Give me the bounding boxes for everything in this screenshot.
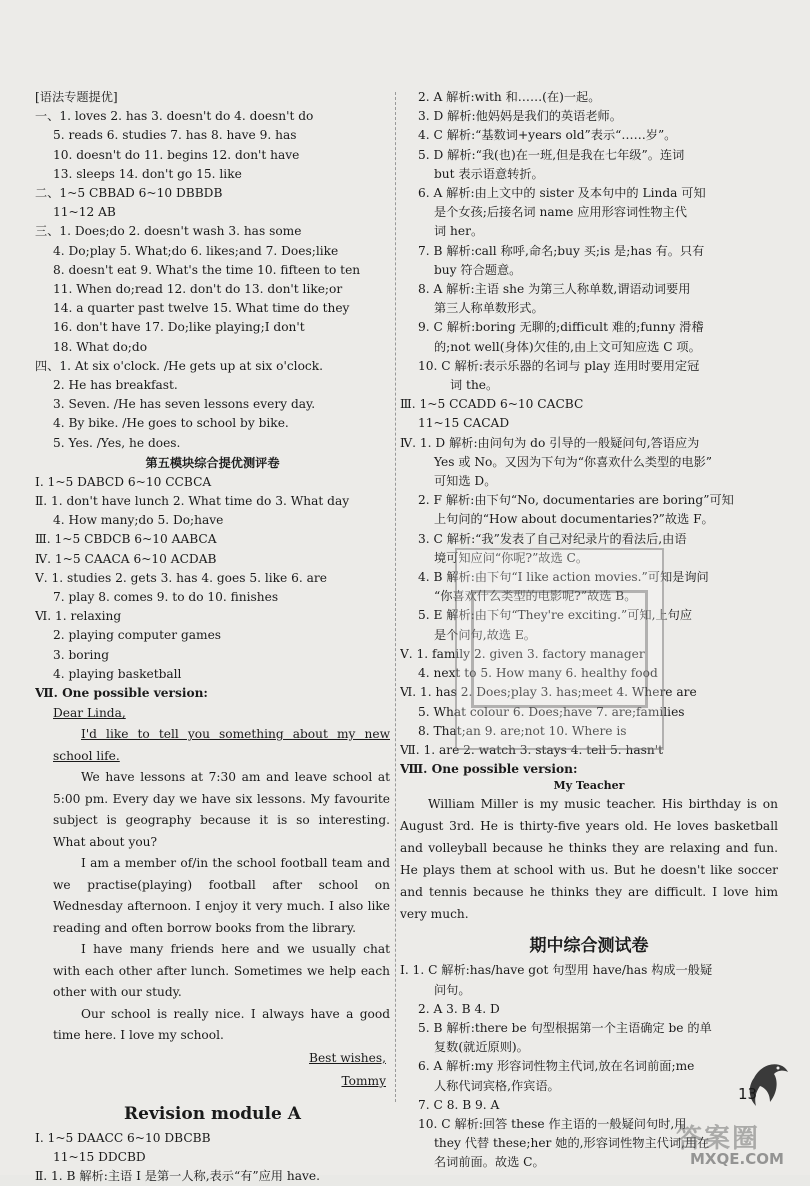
answer-line: 是个女孩;后接名词 name 应用形容词性物主代 [434, 205, 687, 220]
answer-line: 3. boring [53, 647, 110, 662]
answer-line: 16. don't have 17. Do;like playing;I don't [53, 320, 305, 335]
section-title-grammar: [语法专题提优] [35, 90, 118, 104]
column-divider [395, 92, 396, 1102]
answer-line: 10. C 解析:回答 these 作主语的一般疑问句时,用 [418, 1116, 687, 1131]
answer-line: they 代替 these;her 她的,形容词性物主代词,用在 [434, 1136, 710, 1151]
answer-line: 5. What colour 6. Does;have 7. are;families [418, 704, 685, 719]
left-column [35, 88, 390, 1186]
answer-line: 7. C 8. B 9. A [418, 1097, 500, 1112]
answer-line: 18. What do;do [53, 339, 148, 354]
answer-line: Ⅰ. 1. C 解析:has/have got 句型用 have/has 构成一般疑 [400, 963, 713, 978]
answer-line: 4. C 解析:“基数词+years old”表示“……岁”。 [418, 128, 677, 143]
letter-paragraph: I am a member of/in the school football team and we practise(playing) football after school on Wednesday afternoon. I enjoy it very much. I also like reading and often borrow books from the library. [53, 856, 390, 935]
answer-line: 11. When do;read 12. don't do 13. don't like;or [53, 282, 343, 297]
answer-line: 二、1~5 CBBAD 6~10 DBBDB [35, 186, 223, 201]
answer-line: 4. By bike. /He goes to school by bike. [53, 416, 289, 431]
seal-stamp [455, 548, 664, 750]
answer-line: 2. F 解析:由下句“No, documentaries are boring”可知 [418, 493, 734, 508]
answer-line: 5. reads 6. studies 7. has 8. have 9. has [53, 128, 297, 143]
answer-line: 词 her。 [434, 224, 484, 239]
answer-line: Ⅵ. 1. has 2. Does;play 3. has;meet 4. Where are [400, 685, 697, 700]
answer-line: Ⅲ. 1~5 CBDCB 6~10 AABCA [35, 532, 217, 547]
answer-line: 4. Do;play 5. What;do 6. likes;and 7. Does;like [53, 243, 339, 258]
answer-line: Ⅰ. 1~5 DABCD 6~10 CCBCA [35, 474, 212, 489]
page-number: 13 [738, 1085, 758, 1103]
answer-line: 4. next to 5. How many 6. healthy food [418, 666, 658, 681]
answer-line: 5. E 解析:由下句“They're exciting.”可知,上句应 [418, 608, 693, 623]
answer-line: 14. a quarter past twelve 15. What time do they [53, 301, 350, 316]
answer-line: Ⅴ. 1. family 2. given 3. factory manager [400, 646, 645, 661]
answer-line: Ⅱ. 1. B 解析:主语 I 是第一人称,表示“有”应用 have. [35, 1169, 320, 1184]
answer-line: 问句。 [434, 982, 471, 997]
answer-line: Ⅵ. 1. relaxing [35, 609, 122, 624]
answer-line: 4. How many;do 5. Do;have [53, 513, 224, 528]
grammar-answers [35, 107, 390, 453]
answer-line: 是个问句,故选 E。 [434, 627, 536, 642]
letter-paragraph: Our school is really nice. I always have a good time here. I love my school. [53, 1006, 390, 1043]
answer-line: 2. playing computer games [53, 628, 222, 643]
answer-line: 3. D 解析:他妈妈是我们的英语老师。 [418, 109, 622, 124]
answer-line: 4. playing basketball [53, 666, 182, 681]
answer-line: 的;not well(身体)欠佳的,由上文可知应选 C 项。 [434, 339, 701, 354]
answer-line: 3. Seven. /He has seven lessons every day. [53, 397, 316, 412]
section-title-midterm: 期中综合测试卷 [529, 936, 649, 957]
answer-line: 一、1. loves 2. has 3. doesn't do 4. doesn't do [35, 109, 314, 124]
answer-line: 人称代词宾格,作宾语。 [434, 1078, 560, 1093]
answer-line: Yes 或 No。又因为下句为“你喜欢什么类型的电影” [434, 454, 713, 469]
answer-line: 三、1. Does;do 2. doesn't wash 3. has some [35, 224, 302, 239]
answer-line: Ⅶ. 1. are 2. watch 3. stays 4. tell 5. hasn't [400, 742, 663, 757]
answer-line: 11~15 CACAD [418, 416, 510, 431]
answer-line: Ⅰ. 1~5 DAACC 6~10 DBCBB [35, 1130, 211, 1145]
essay-title: My Teacher [553, 779, 625, 793]
answer-line: 2. A 3. B 4. D [418, 1001, 500, 1016]
answer-line: buy 符合题意。 [434, 262, 522, 277]
answer-line: 5. Yes. /Yes, he does. [53, 435, 181, 450]
answer-line: 境可知应问“你呢?”故选 C。 [434, 550, 589, 565]
answer-line: 名词前面。故选 C。 [434, 1155, 545, 1170]
answer-line: 10. C 解析:表示乐器的名词与 play 连用时要用定冠 [418, 358, 700, 373]
answer-line: 13. sleeps 14. don't go 15. like [53, 166, 242, 181]
answer-line: 8. That;an 9. are;not 10. Where is [418, 723, 627, 738]
answer-line: 词 the。 [450, 378, 499, 393]
answer-line: 6. A 解析:由上文中的 sister 及本句中的 Linda 可知 [418, 186, 706, 201]
answer-line: 2. A 解析:with 和……(在)一起。 [418, 90, 601, 104]
watermark-logo: 答案圈 [676, 1124, 761, 1154]
answer-line: 4. B 解析:由下句“I like action movies.”可知是询问 [418, 570, 709, 585]
module5-answers [35, 473, 390, 684]
sample-letter [35, 703, 390, 1093]
answer-line: 7. B 解析:call 称呼,命名;buy 买;is 是;has 有。只有 [418, 243, 705, 258]
letter-paragraph: We have lessons at 7:30 am and leave school at 5:00 pm. Every day we have six lessons. My favourite subject is geography because it is so interesting. What about you? [53, 770, 390, 849]
letter-closing: Best wishes, [309, 1050, 386, 1065]
answer-line: 复数(就近原则)。 [434, 1040, 529, 1055]
answer-line: 11~12 AB [53, 205, 116, 220]
answer-line: 9. C 解析:boring 无聊的;difficult 难的;funny 滑稽 [418, 320, 704, 335]
answer-line: 8. doesn't eat 9. What's the time 10. fifteen to ten [53, 262, 361, 277]
seal-stamp-inner [471, 590, 648, 708]
letter-signature: Tommy [341, 1073, 386, 1088]
answer-line: but 表示语意转折。 [434, 166, 544, 181]
answer-line: 8. A 解析:主语 she 为第三人称单数,谓语动词要用 [418, 282, 691, 297]
watermark-url: MXQE.COM [690, 1150, 784, 1168]
answer-line: 第三人称单数形式。 [434, 301, 544, 316]
answer-line: 11~15 DDCBD [53, 1150, 146, 1164]
essay-body: William Miller is my music teacher. His birthday is on August 3rd. He is thirty-five years old. He loves basketball and volleyball because he thinks they are relaxing and fun. He plays them at school with us. But he doesn't like soccer and tennis because he thinks they are difficult. I love him very much. [400, 797, 778, 922]
sample-version-label: Ⅶ. One possible version: [35, 686, 208, 701]
answer-line: 3. C 解析:“我”发表了自己对纪录片的看法后,由语 [418, 531, 687, 546]
answer-line: Ⅴ. 1. studies 2. gets 3. has 4. goes 5. like 6. are [35, 570, 327, 585]
answer-line: Ⅱ. 1. don't have lunch 2. What time do 3. What day [35, 494, 350, 509]
answer-line: 上句问的“How about documentaries?”故选 F。 [434, 512, 714, 527]
answer-line: 10. doesn't do 11. begins 12. don't have [53, 147, 300, 162]
revision-answers [35, 1129, 390, 1186]
answer-line: 2. He has breakfast. [53, 378, 178, 393]
answer-line: Ⅳ. 1~5 CAACA 6~10 ACDAB [35, 551, 217, 566]
answer-line: 可知选 D。 [434, 474, 497, 489]
answer-line: “你喜欢什么类型的电影呢?”故选 B。 [434, 589, 637, 604]
answer-line: 5. D 解析:“我(也)在一班,但是我在七年级”。连词 [418, 147, 685, 162]
answer-line: Ⅲ. 1~5 CCADD 6~10 CACBC [400, 397, 584, 412]
section-title-module5: 第五模块综合提优测评卷 [145, 455, 280, 470]
letter-paragraph: I'd like to tell you something about my new school life. [53, 727, 390, 763]
answer-line: 5. B 解析:there be 句型根据第一个主语确定 be 的单 [418, 1020, 712, 1035]
answer-line: 6. A 解析:my 形容词性物主代词,放在名词前面;me [418, 1059, 695, 1074]
section-title-revision: Revision module A [124, 1103, 301, 1124]
letter-greeting: Dear Linda, [53, 706, 126, 721]
answer-line: Ⅳ. 1. D 解析:由问句为 do 引导的一般疑问句,答语应为 [400, 435, 700, 450]
answer-line: 四、1. At six o'clock. /He gets up at six o'clock. [35, 358, 324, 373]
sample-version-label: Ⅷ. One possible version: [400, 762, 578, 777]
answer-line: 7. play 8. comes 9. to do 10. finishes [53, 590, 279, 605]
letter-paragraph: I have many friends here and we usually chat with each other after lunch. Sometimes we help each other with our study. [53, 942, 390, 1000]
